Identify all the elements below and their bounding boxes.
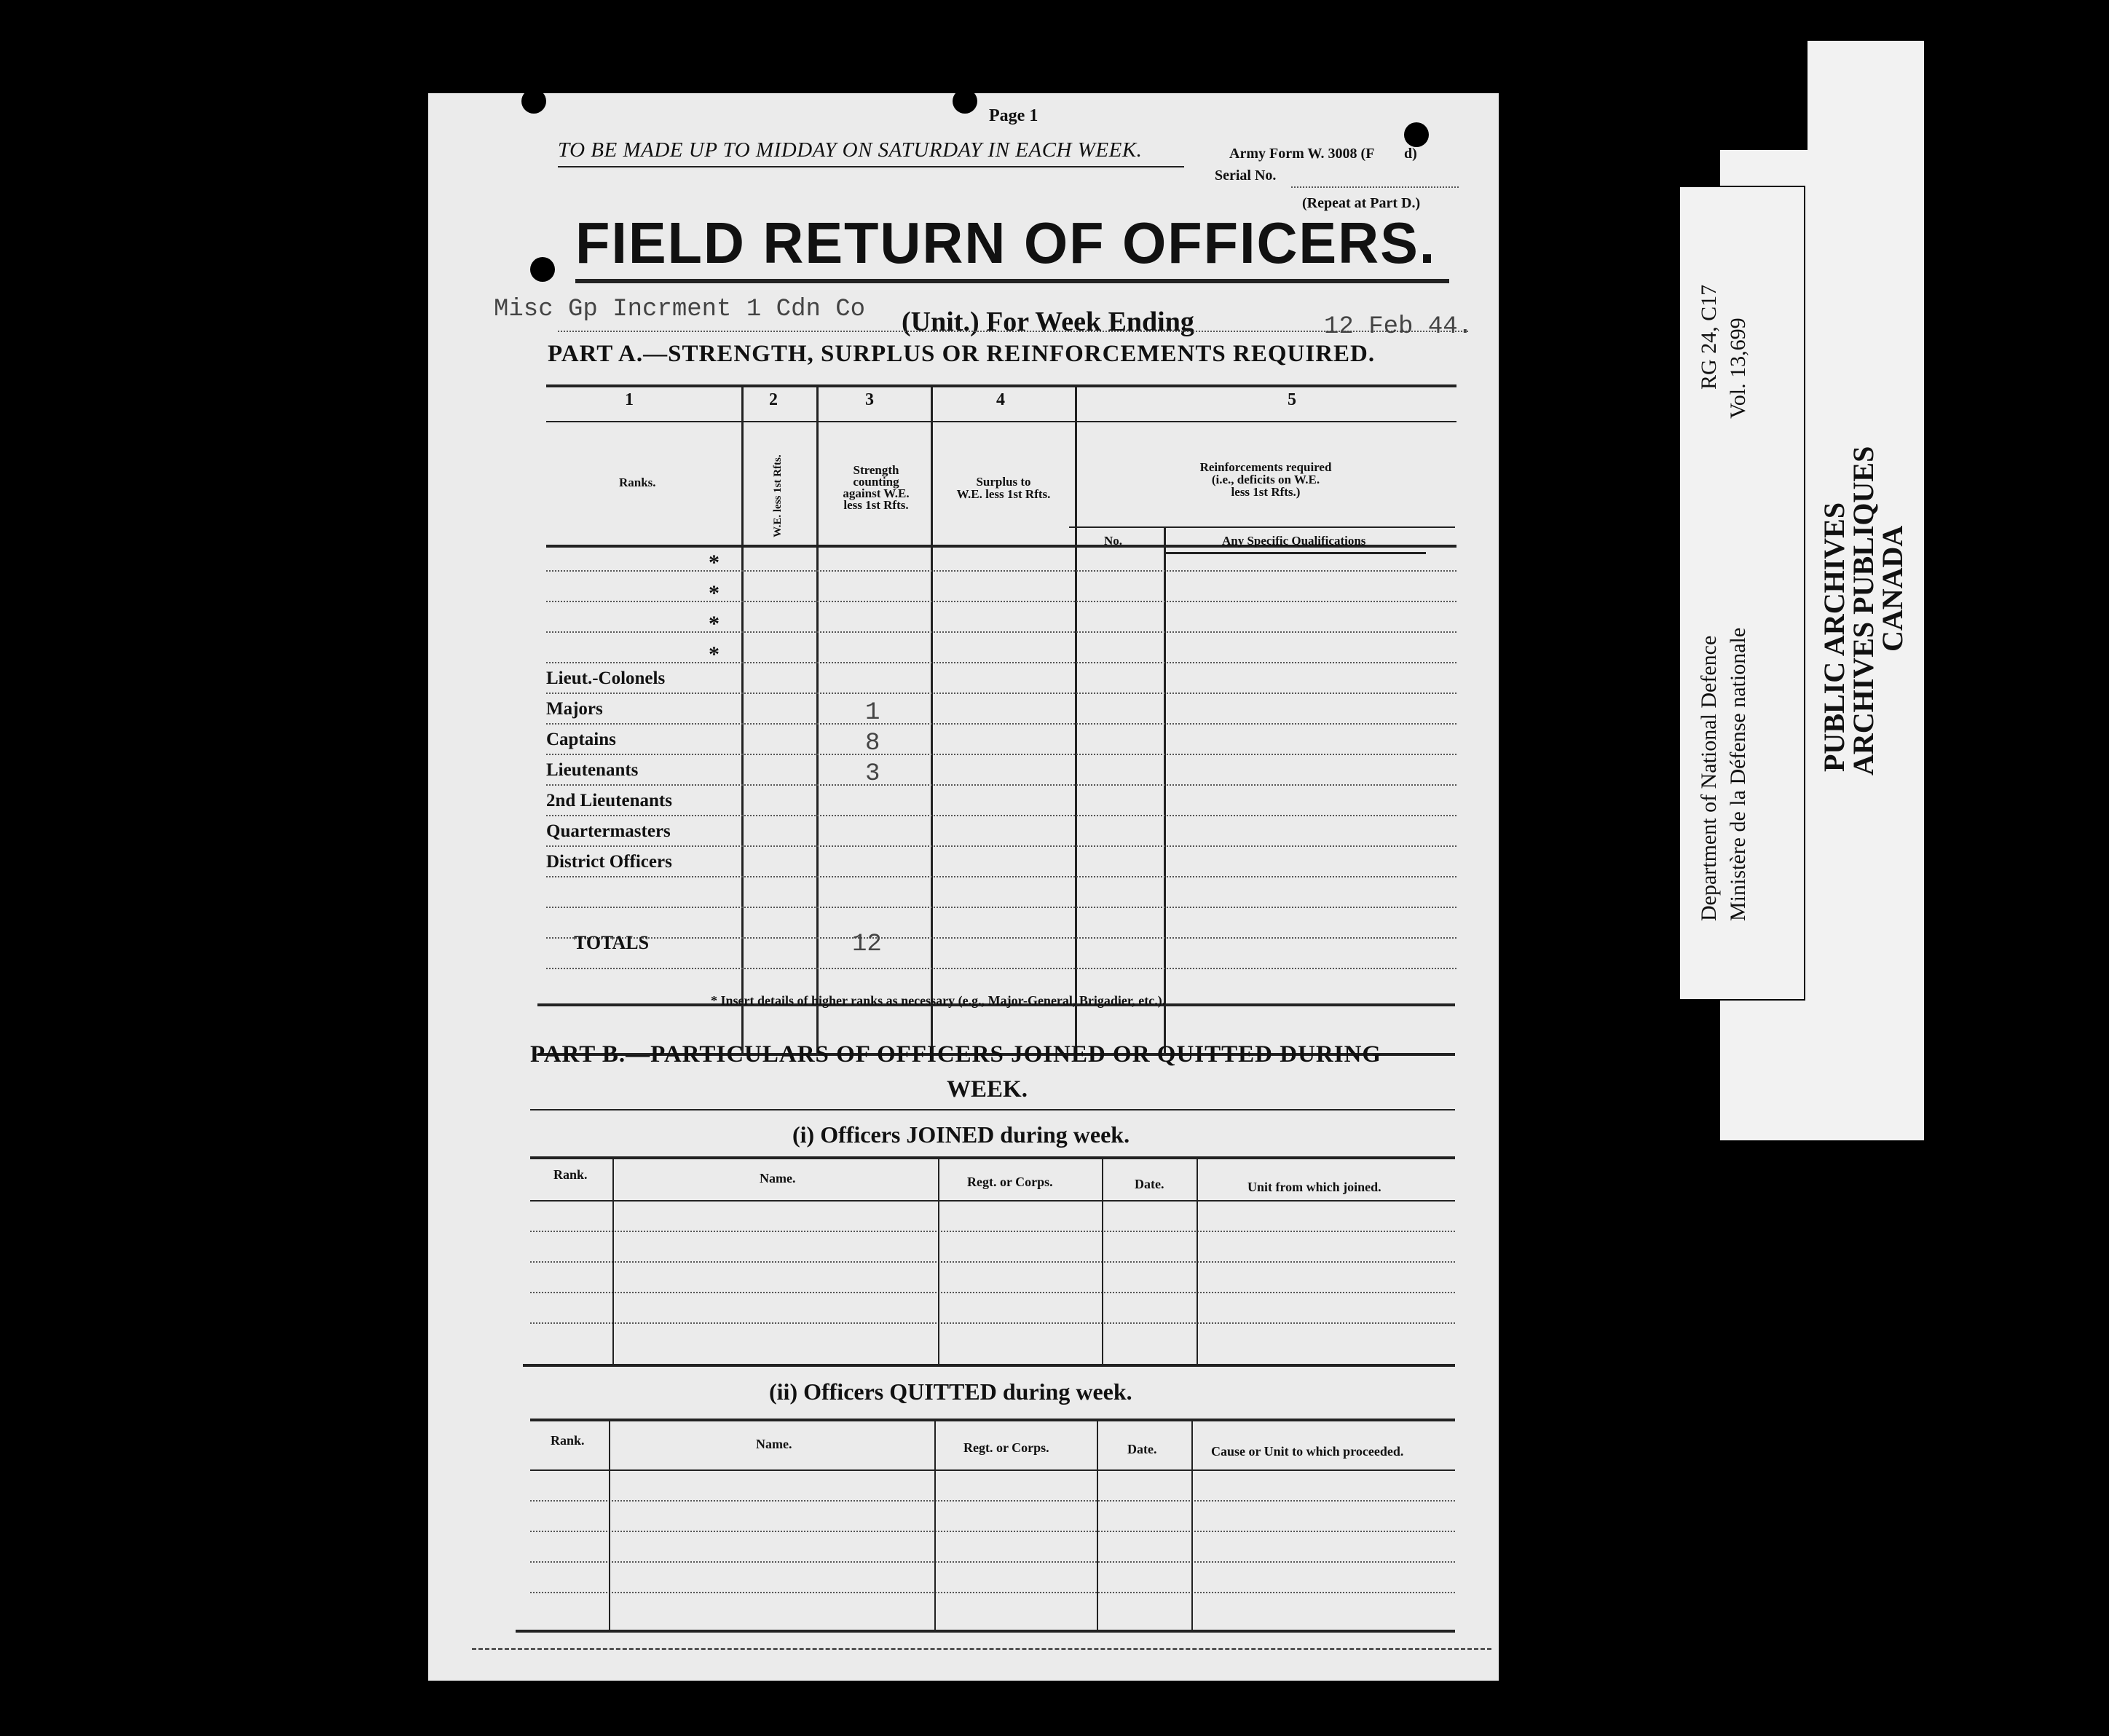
unit-week-label: (Unit.) For Week Ending [902, 307, 1194, 337]
strength-value: 3 [865, 760, 880, 788]
quitted-col-rank: Rank. [551, 1433, 585, 1448]
col-ranks-heading: Ranks. [619, 476, 656, 489]
col-number: 4 [996, 390, 1005, 409]
unit-typed: Misc Gp Incrment 1 Cdn Co [494, 296, 866, 323]
quitted-col-name: Name. [756, 1437, 792, 1451]
col-qualifications-heading: Any Specific Qualifications [1222, 534, 1366, 548]
col-surplus-heading: Surplus to W.E. less 1st Rfts. [956, 475, 1051, 501]
serial-no-label: Serial No. [1215, 167, 1277, 184]
col-no-heading: No. [1104, 534, 1123, 548]
week-ending-date: 12 Feb 44. [1324, 313, 1473, 341]
joined-col-date: Date. [1135, 1177, 1164, 1191]
part-a-heading: PART A.—STRENGTH, SURPLUS OR REINFORCEMENTS REQUIRED. [548, 341, 1376, 367]
joined-col-unit: Unit from which joined. [1247, 1180, 1381, 1194]
punch-hole [953, 89, 977, 114]
rank-label: District Officers [546, 852, 672, 872]
repeat-note: (Repeat at Part D.) [1302, 195, 1421, 211]
joined-col-name: Name. [760, 1171, 796, 1185]
instruction-text: TO BE MADE UP TO MIDDAY ON SATURDAY IN EACH WEEK. [558, 138, 1143, 162]
punch-hole [1404, 122, 1429, 147]
totals-value: 12 [852, 931, 882, 958]
rank-label: Quartermasters [546, 821, 671, 841]
quitted-table-title: (ii) Officers QUITTED during week. [769, 1378, 1132, 1405]
rank-label: Lieut.-Colonels [546, 668, 666, 688]
col-number: 5 [1288, 390, 1296, 409]
totals-label: TOTALS [574, 932, 650, 953]
field-return-form [428, 93, 1499, 1681]
army-form-number-end: d) [1404, 146, 1417, 162]
star-marker: * [709, 612, 720, 636]
strength-value: 1 [865, 699, 880, 727]
col-reinforcements-heading: Reinforcements required (i.e., deficits on W.E. less 1st Rfts.) [1199, 460, 1332, 499]
quitted-col-date: Date. [1127, 1442, 1157, 1456]
archives-english: PUBLIC ARCHIVES [1818, 502, 1850, 772]
card-notch [1720, 41, 1808, 150]
col-number: 2 [769, 390, 778, 409]
col-we-less-heading: W.E. less 1st Rfts. [772, 454, 784, 537]
form-title: FIELD RETURN OF OFFICERS. [575, 210, 1437, 275]
joined-col-rank: Rank. [553, 1167, 588, 1182]
department-french: Ministère de la Défense nationale [1726, 627, 1750, 921]
rank-label: 2nd Lieutenants [546, 791, 672, 810]
part-a-footnote: * Insert details of higher ranks as necessary (e.g., Major-General, Brigadier, etc.). [711, 993, 1166, 1008]
punch-hole [521, 89, 546, 114]
strength-value: 8 [865, 730, 880, 757]
quitted-col-cause: Cause or Unit to which proceeded. [1211, 1444, 1404, 1459]
part-b-heading: PART B.—PARTICULARS OF OFFICERS JOINED OR QUITTED DURING [530, 1041, 1382, 1068]
col-number: 3 [865, 390, 874, 409]
joined-table-title: (i) Officers JOINED during week. [792, 1121, 1130, 1148]
rank-label: Captains [546, 730, 616, 749]
rank-label: Majors [546, 699, 603, 719]
punch-hole [530, 257, 555, 282]
rank-label: Lieutenants [546, 760, 639, 780]
col-strength-heading: Strength counting against W.E. less 1st Rfts. [843, 463, 910, 512]
page-label: Page 1 [989, 106, 1038, 125]
archive-reference-line1: RG 24, C17 [1697, 284, 1721, 390]
department-english: Department of National Defence [1697, 635, 1721, 921]
archive-reference-line2: Vol. 13,699 [1726, 317, 1750, 419]
archives-country: CANADA [1876, 525, 1909, 652]
joined-col-regt: Regt. or Corps. [967, 1175, 1053, 1189]
star-marker: * [709, 642, 720, 666]
army-form-number: Army Form W. 3008 (F [1229, 146, 1375, 162]
col-number: 1 [625, 390, 634, 409]
quitted-col-regt: Regt. or Corps. [963, 1440, 1049, 1455]
star-marker: * [709, 581, 720, 605]
archives-french: ARCHIVES PUBLIQUES [1847, 446, 1880, 776]
part-b-heading-line2: WEEK. [947, 1076, 1028, 1102]
star-marker: * [709, 551, 720, 575]
